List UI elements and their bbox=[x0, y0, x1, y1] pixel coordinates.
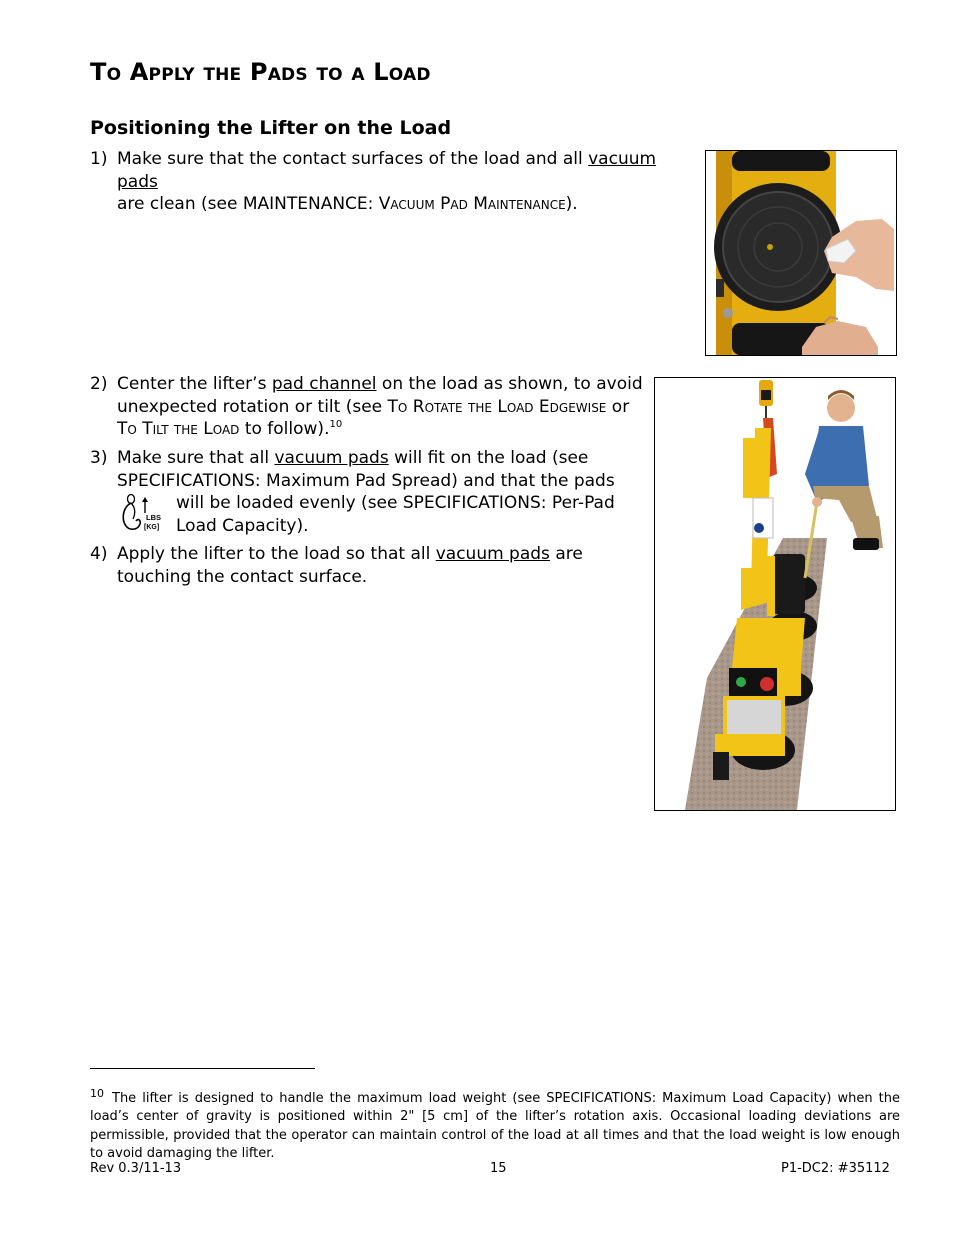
footnote-divider bbox=[90, 1068, 315, 1069]
step-text: Make sure that all bbox=[117, 448, 275, 468]
step-text: ). bbox=[565, 194, 578, 214]
footer-document-id: P1-DC2: #35112 bbox=[781, 1161, 890, 1176]
vacuum-pads-link[interactable]: vacuum pads bbox=[117, 149, 657, 192]
page-number: 15 bbox=[490, 1161, 507, 1176]
step-text: will fit on the load (see SPECIFICATIONS: Maximum Pad Spread) and that the pads bbox=[117, 448, 615, 491]
step-text: or bbox=[606, 396, 630, 417]
step-text: are touching the contact surface. bbox=[117, 544, 583, 587]
list-item bbox=[90, 447, 650, 539]
step-text: Apply the lifter to the load so that all bbox=[117, 544, 436, 564]
cleaning-pad-illustration bbox=[706, 151, 896, 355]
step-text: on the load as shown, to avoid unexpected rotation or tilt (see bbox=[117, 374, 643, 417]
list-number: 2) bbox=[90, 374, 108, 394]
pad-channel-link[interactable]: pad channel bbox=[271, 374, 377, 394]
lbs-label: LBS bbox=[146, 513, 161, 522]
load-hook-icon bbox=[117, 491, 165, 533]
list-number: 1) bbox=[90, 149, 108, 169]
footnote bbox=[90, 1085, 900, 1164]
list-item bbox=[90, 148, 690, 214]
step-text: will be loaded evenly (see SPECIFICATIONS: Per-Pad Load Capacity). bbox=[176, 493, 615, 536]
footnote-reference[interactable]: 10 bbox=[329, 419, 343, 430]
footnote-number: 10 bbox=[90, 1087, 104, 1100]
list-number: 4) bbox=[90, 544, 108, 564]
cross-reference: Vacuum Pad Maintenance bbox=[378, 194, 566, 214]
lifter-on-load-illustration bbox=[655, 378, 895, 810]
section-heading: Positioning the Lifter on the Load bbox=[90, 117, 452, 139]
list-item bbox=[90, 543, 650, 591]
vacuum-pads-link[interactable]: vacuum pads bbox=[435, 544, 550, 564]
cross-reference: To Rotate the Load Edgewise bbox=[387, 396, 607, 417]
footnote-text: The lifter is designed to handle the maximum load weight (see SPECIFICATIONS: Maximum Load Capacity) when the load’s center of gravity is positioned within 2" [5 cm] of the lifter’s rotation axis. Occasional loading deviations are permissible, provided that the operator can maintain control of the load at all times and that the load weight is low enough to avoid damaging the lifter. bbox=[90, 1091, 900, 1162]
step-text: Center the lifter’s bbox=[117, 374, 272, 394]
cross-reference: To Tilt the Load bbox=[117, 419, 240, 439]
step-text: Make sure that the contact surfaces of the load and all bbox=[117, 149, 589, 169]
step-text: are clean (see MAINTENANCE: bbox=[117, 194, 379, 214]
kg-label: [KG] bbox=[144, 524, 160, 531]
vacuum-pads-link[interactable]: vacuum pads bbox=[274, 448, 389, 468]
page-title: To Apply the Pads to a Load bbox=[90, 58, 431, 86]
list-number: 3) bbox=[90, 448, 108, 468]
photo-lifter-on-load bbox=[654, 377, 896, 811]
step-text: to follow). bbox=[239, 419, 330, 439]
photo-cleaning-pad bbox=[705, 150, 897, 356]
hook-icon bbox=[117, 491, 165, 533]
list-item bbox=[90, 373, 650, 441]
footer-revision: Rev 0.3/11-13 bbox=[90, 1161, 182, 1176]
